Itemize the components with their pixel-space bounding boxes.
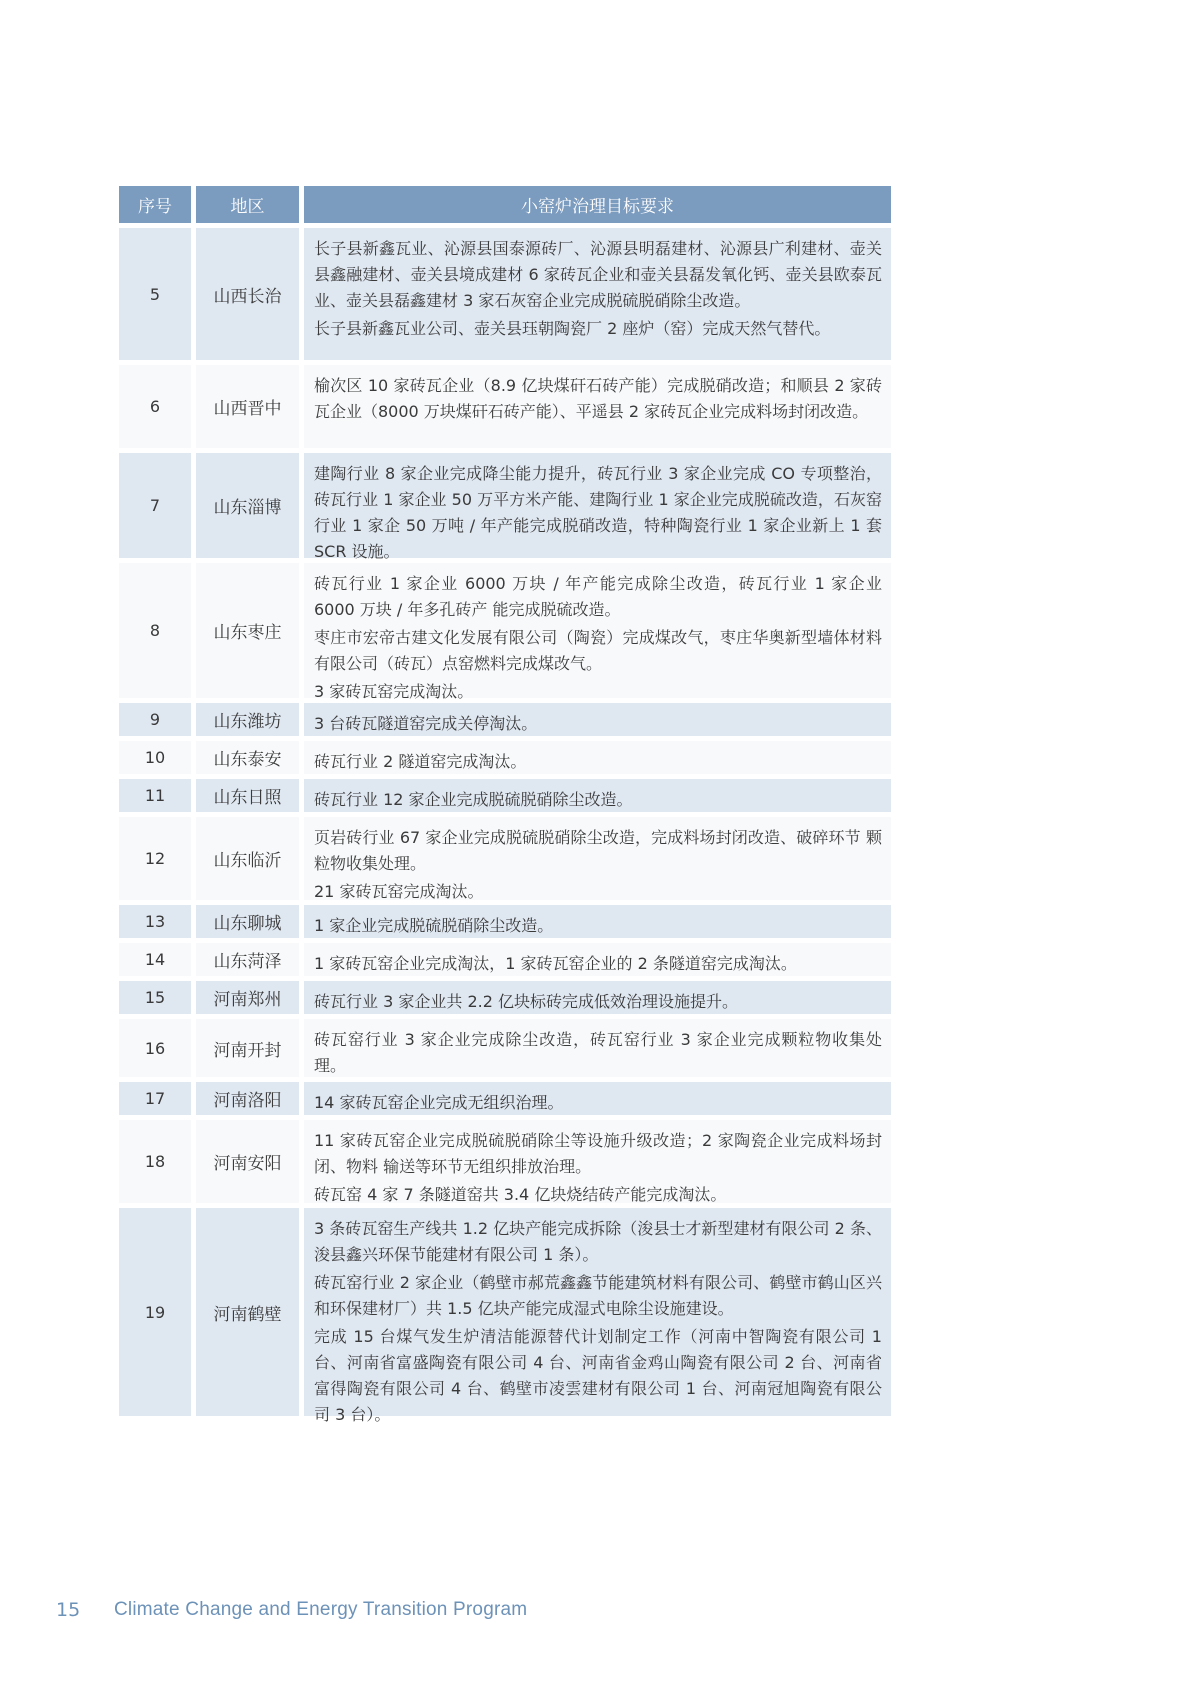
row-index: 15 [119, 981, 191, 1014]
requirement-paragraph: 建陶行业 8 家企业完成降尘能力提升，砖瓦行业 3 家企业完成 CO 专项整治，砖瓦行业 1 家企业 50 万平方米产能、建陶行业 1 家企业完成脱硫改造，石灰窑行业 1 家企 50 万吨 / 年产能完成脱硝改造，特种陶瓷行业 1 家企业新上 1 套 SCR 设施。 [314, 464, 882, 561]
requirement-paragraph: 砖瓦行业 1 家企业 6000 万块 / 年产能完成除尘改造，砖瓦行业 1 家企业 6000 万块 / 年多孔砖产 能完成脱硫改造。 [314, 574, 882, 619]
row-region: 山东泰安 [196, 741, 299, 774]
table-row [119, 228, 891, 360]
row-requirements [304, 1120, 891, 1203]
row-requirements [304, 1208, 891, 1424]
row-region: 山西晋中 [196, 365, 299, 448]
table-row [119, 1120, 891, 1203]
requirement-paragraph: 11 家砖瓦窑企业完成脱硫脱硝除尘等设施升级改造；2 家陶瓷企业完成料场封闭、物料 输送等环节无组织排放治理。 [314, 1131, 882, 1176]
requirement-paragraph: 榆次区 10 家砖瓦企业（8.9 亿块煤矸石砖产能）完成脱硝改造；和顺县 2 家砖瓦企业（8000 万块煤矸石砖产能）、平遥县 2 家砖瓦企业完成料场封闭改造。 [314, 376, 882, 421]
row-requirements [304, 943, 891, 976]
requirement-paragraph: 长子县新鑫瓦业公司、壶关县珏朝陶瓷厂 2 座炉（窑）完成天然气替代。 [314, 319, 831, 338]
row-region: 河南安阳 [196, 1120, 299, 1203]
table-row [119, 703, 891, 736]
row-requirements [304, 817, 891, 900]
row-region: 山东日照 [196, 779, 299, 812]
requirement-paragraph: 21 家砖瓦窑完成淘汰。 [314, 882, 484, 901]
page-number: 15 [56, 1599, 81, 1621]
requirement-paragraph: 砖瓦窑行业 2 家企业（鹤壁市郝荒鑫鑫节能建筑材料有限公司、鹤壁市鹤山区兴和环保建材厂）共 1.5 亿块产能完成湿式电除尘设施建设。 [314, 1273, 882, 1318]
table-row [119, 453, 891, 561]
row-index: 7 [119, 453, 191, 558]
row-index: 9 [119, 703, 191, 736]
requirement-paragraph: 1 家砖瓦窑企业完成淘汰，1 家砖瓦窑企业的 2 条隧道窑完成淘汰。 [314, 954, 797, 973]
header-index: 序号 [119, 186, 191, 223]
row-region: 河南郑州 [196, 981, 299, 1014]
row-index: 16 [119, 1019, 191, 1077]
row-index: 10 [119, 741, 191, 774]
row-region: 河南开封 [196, 1019, 299, 1077]
table-row [119, 1019, 891, 1077]
row-index: 17 [119, 1082, 191, 1115]
header-requirements: 小窑炉治理目标要求 [304, 186, 891, 223]
requirement-paragraph: 砖瓦行业 2 隧道窑完成淘汰。 [314, 752, 527, 771]
row-index: 18 [119, 1120, 191, 1203]
table-body [119, 228, 891, 1424]
requirement-paragraph: 砖瓦行业 3 家企业共 2.2 亿块标砖完成低效治理设施提升。 [314, 992, 738, 1011]
requirement-paragraph: 1 家企业完成脱硫脱硝除尘改造。 [314, 916, 554, 935]
header-region: 地区 [196, 186, 299, 223]
requirement-paragraph: 3 条砖瓦窑生产线共 1.2 亿块产能完成拆除（浚县士才新型建材有限公司 2 条、浚县鑫兴环保节能建材有限公司 1 条）。 [314, 1219, 882, 1264]
row-requirements [304, 779, 891, 812]
row-index: 13 [119, 905, 191, 938]
row-region: 河南洛阳 [196, 1082, 299, 1115]
requirement-paragraph: 长子县新鑫瓦业、沁源县国泰源砖厂、沁源县明磊建材、沁源县广利建材、壶关县鑫融建材、壶关县境成建材 6 家砖瓦企业和壶关县磊发氧化钙、壶关县欧泰瓦业、壶关县磊鑫建材 3 家石灰窑企业完成脱硫脱硝除尘改造。 [314, 239, 882, 310]
row-requirements [304, 1082, 891, 1115]
table-row [119, 1208, 891, 1424]
requirement-paragraph: 3 家砖瓦窑完成淘汰。 [314, 682, 474, 701]
row-region: 山东临沂 [196, 817, 299, 900]
row-requirements [304, 981, 891, 1014]
row-requirements [304, 1019, 891, 1077]
requirement-paragraph: 枣庄市宏帝古建文化发展有限公司（陶瓷）完成煤改气，枣庄华奥新型墙体材料有限公司（砖瓦）点窑燃料完成煤改气。 [314, 628, 882, 673]
table-row [119, 741, 891, 774]
row-index: 5 [119, 228, 191, 360]
table-row [119, 943, 891, 976]
row-index: 11 [119, 779, 191, 812]
table-row [119, 905, 891, 938]
requirement-paragraph: 页岩砖行业 67 家企业完成脱硫脱硝除尘改造，完成料场封闭改造、破碎环节 颗粒物收集处理。 [314, 828, 882, 873]
program-name: Climate Change and Energy Transition Program [114, 1599, 528, 1620]
row-region: 山西长治 [196, 228, 299, 360]
row-requirements [304, 741, 891, 774]
row-region: 山东聊城 [196, 905, 299, 938]
row-requirements [304, 453, 891, 561]
row-region: 山东菏泽 [196, 943, 299, 976]
requirement-paragraph: 砖瓦窑行业 3 家企业完成除尘改造，砖瓦窑行业 3 家企业完成颗粒物收集处理。 [314, 1030, 882, 1075]
row-region: 河南鹤壁 [196, 1208, 299, 1416]
row-region: 山东潍坊 [196, 703, 299, 736]
row-index: 6 [119, 365, 191, 448]
requirement-paragraph: 3 台砖瓦隧道窑完成关停淘汰。 [314, 714, 538, 733]
table-row [119, 365, 891, 448]
row-requirements [304, 905, 891, 938]
row-region: 山东淄博 [196, 453, 299, 558]
table-row [119, 981, 891, 1014]
table-row [119, 817, 891, 900]
row-index: 14 [119, 943, 191, 976]
requirement-paragraph: 14 家砖瓦窑企业完成无组织治理。 [314, 1093, 564, 1112]
page-footer [56, 1598, 527, 1622]
table-row [119, 779, 891, 812]
table-row [119, 563, 891, 701]
row-requirements [304, 703, 891, 736]
row-index: 12 [119, 817, 191, 900]
requirement-paragraph: 完成 15 台煤气发生炉清洁能源替代计划制定工作（河南中智陶瓷有限公司 1 台、河南省富盛陶瓷有限公司 4 台、河南省金鸡山陶瓷有限公司 2 台、河南省富得陶瓷有限公司 4 台、鹤壁市凌雲建材有限公司 1 台、河南冠旭陶瓷有限公司 3 台）。 [314, 1327, 882, 1424]
table-header-row [119, 186, 891, 223]
requirement-paragraph: 砖瓦行业 12 家企业完成脱硫脱硝除尘改造。 [314, 790, 633, 809]
row-requirements [304, 228, 891, 360]
target-requirements-table [119, 186, 891, 1424]
row-requirements [304, 563, 891, 701]
row-index: 8 [119, 563, 191, 698]
row-index: 19 [119, 1208, 191, 1416]
table-row [119, 1082, 891, 1115]
row-region: 山东枣庄 [196, 563, 299, 698]
requirement-paragraph: 砖瓦窑 4 家 7 条隧道窑共 3.4 亿块烧结砖产能完成淘汰。 [314, 1185, 727, 1204]
row-requirements [304, 365, 891, 448]
